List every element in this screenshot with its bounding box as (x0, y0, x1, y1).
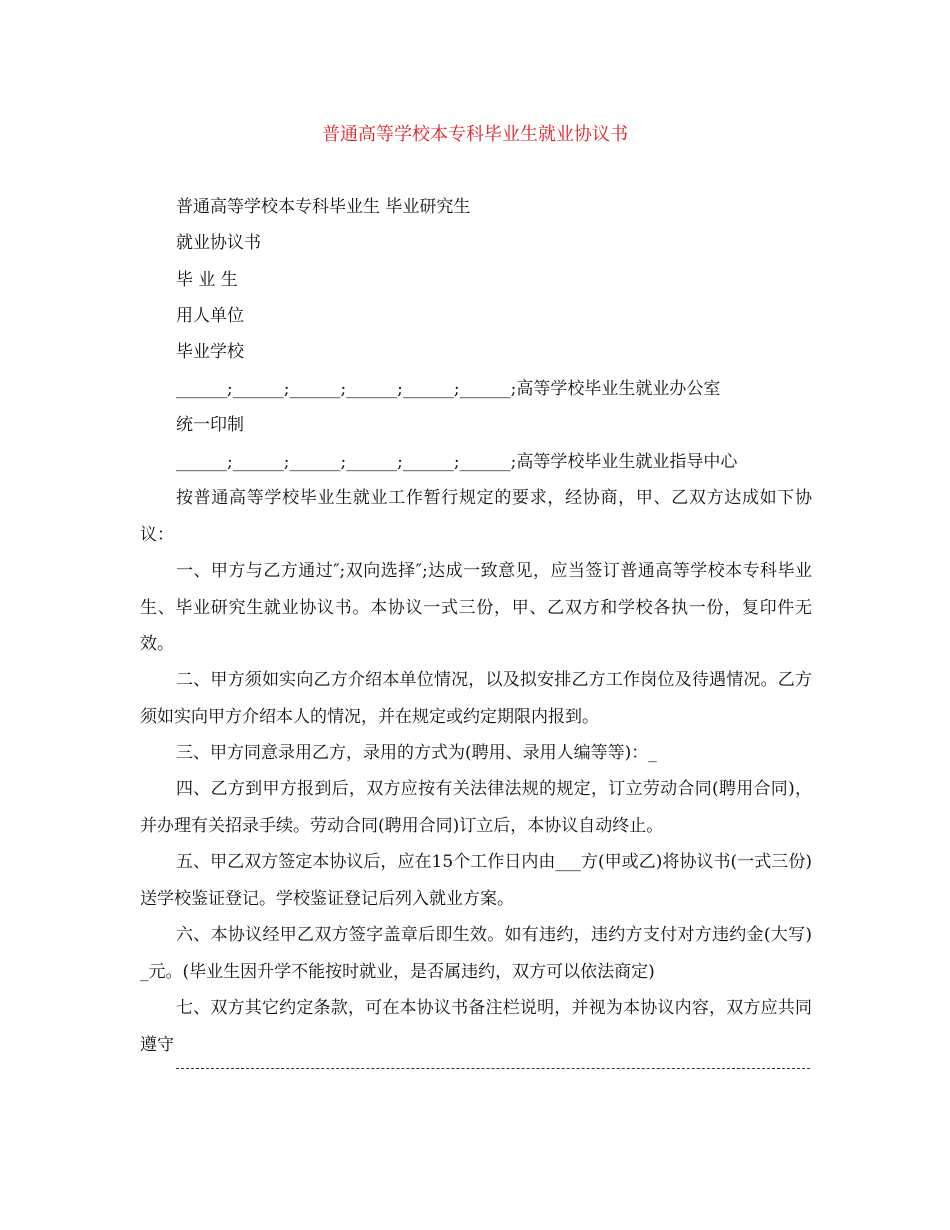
dashed-separator (176, 1068, 810, 1069)
paragraph-clause-2: 二、甲方须如实向乙方介绍本单位情况，以及拟安排乙方工作岗位及待遇情况。乙方须如实向甲方介绍本人的情况，并在规定或约定期限内报到。 (140, 670, 812, 727)
paragraph-clause-3: 三、甲方同意录用乙方，录用的方式为(聘用、录用人编等等)：_ (176, 743, 657, 763)
header-line-office: ______;______;______;______;______;______;高等学校毕业生就业办公室 (176, 379, 721, 399)
paragraph-clause-6: 六、本协议经甲乙双方签字盖章后即生效。如有违约，违约方支付对方违约金(大写) _元。(毕业生因升学不能按时就业，是否属违约，双方可以依法商定) (140, 925, 812, 982)
document-title: 普通高等学校本专科毕业生就业协议书 (322, 124, 628, 145)
paragraph-intro: 按普通高等学校毕业生就业工作暂行规定的要求，经协商，甲、乙双方达成如下协议： (140, 488, 812, 545)
header-line-employer: 用人单位 (176, 306, 244, 326)
header-line-center: ______;______;______;______;______;______;高等学校毕业生就业指导中心 (176, 452, 738, 472)
header-line-name: 就业协议书 (176, 233, 261, 253)
paragraph-clause-4: 四、乙方到甲方报到后，双方应按有关法律法规的规定，订立劳动合同(聘用合同)，并办理有关招录手续。劳动合同(聘用合同)订立后，本协议自动终止。 (140, 779, 812, 836)
header-line-type: 普通高等学校本专科毕业生 毕业研究生 (176, 197, 471, 217)
paragraph-clause-7: 七、双方其它约定条款，可在本协议书备注栏说明，并视为本协议内容，双方应共同遵守 (140, 998, 812, 1055)
paragraph-clause-1: 一、甲方与乙方通过″;双向选择″;达成一致意见，应当签订普通高等学校本专科毕业生、毕业研究生就业协议书。本协议一式三份，甲、乙双方和学校各执一份，复印件无效。 (140, 561, 812, 654)
paragraph-clause-5: 五、甲乙双方签定本协议后，应在15个工作日内由___方(甲或乙)将协议书(一式三份)送学校鉴证登记。学校鉴证登记后列入就业方案。 (140, 852, 812, 909)
header-line-graduate: 毕 业 生 (176, 270, 238, 290)
header-line-print: 统一印制 (176, 415, 244, 435)
header-line-school: 毕业学校 (176, 342, 244, 362)
